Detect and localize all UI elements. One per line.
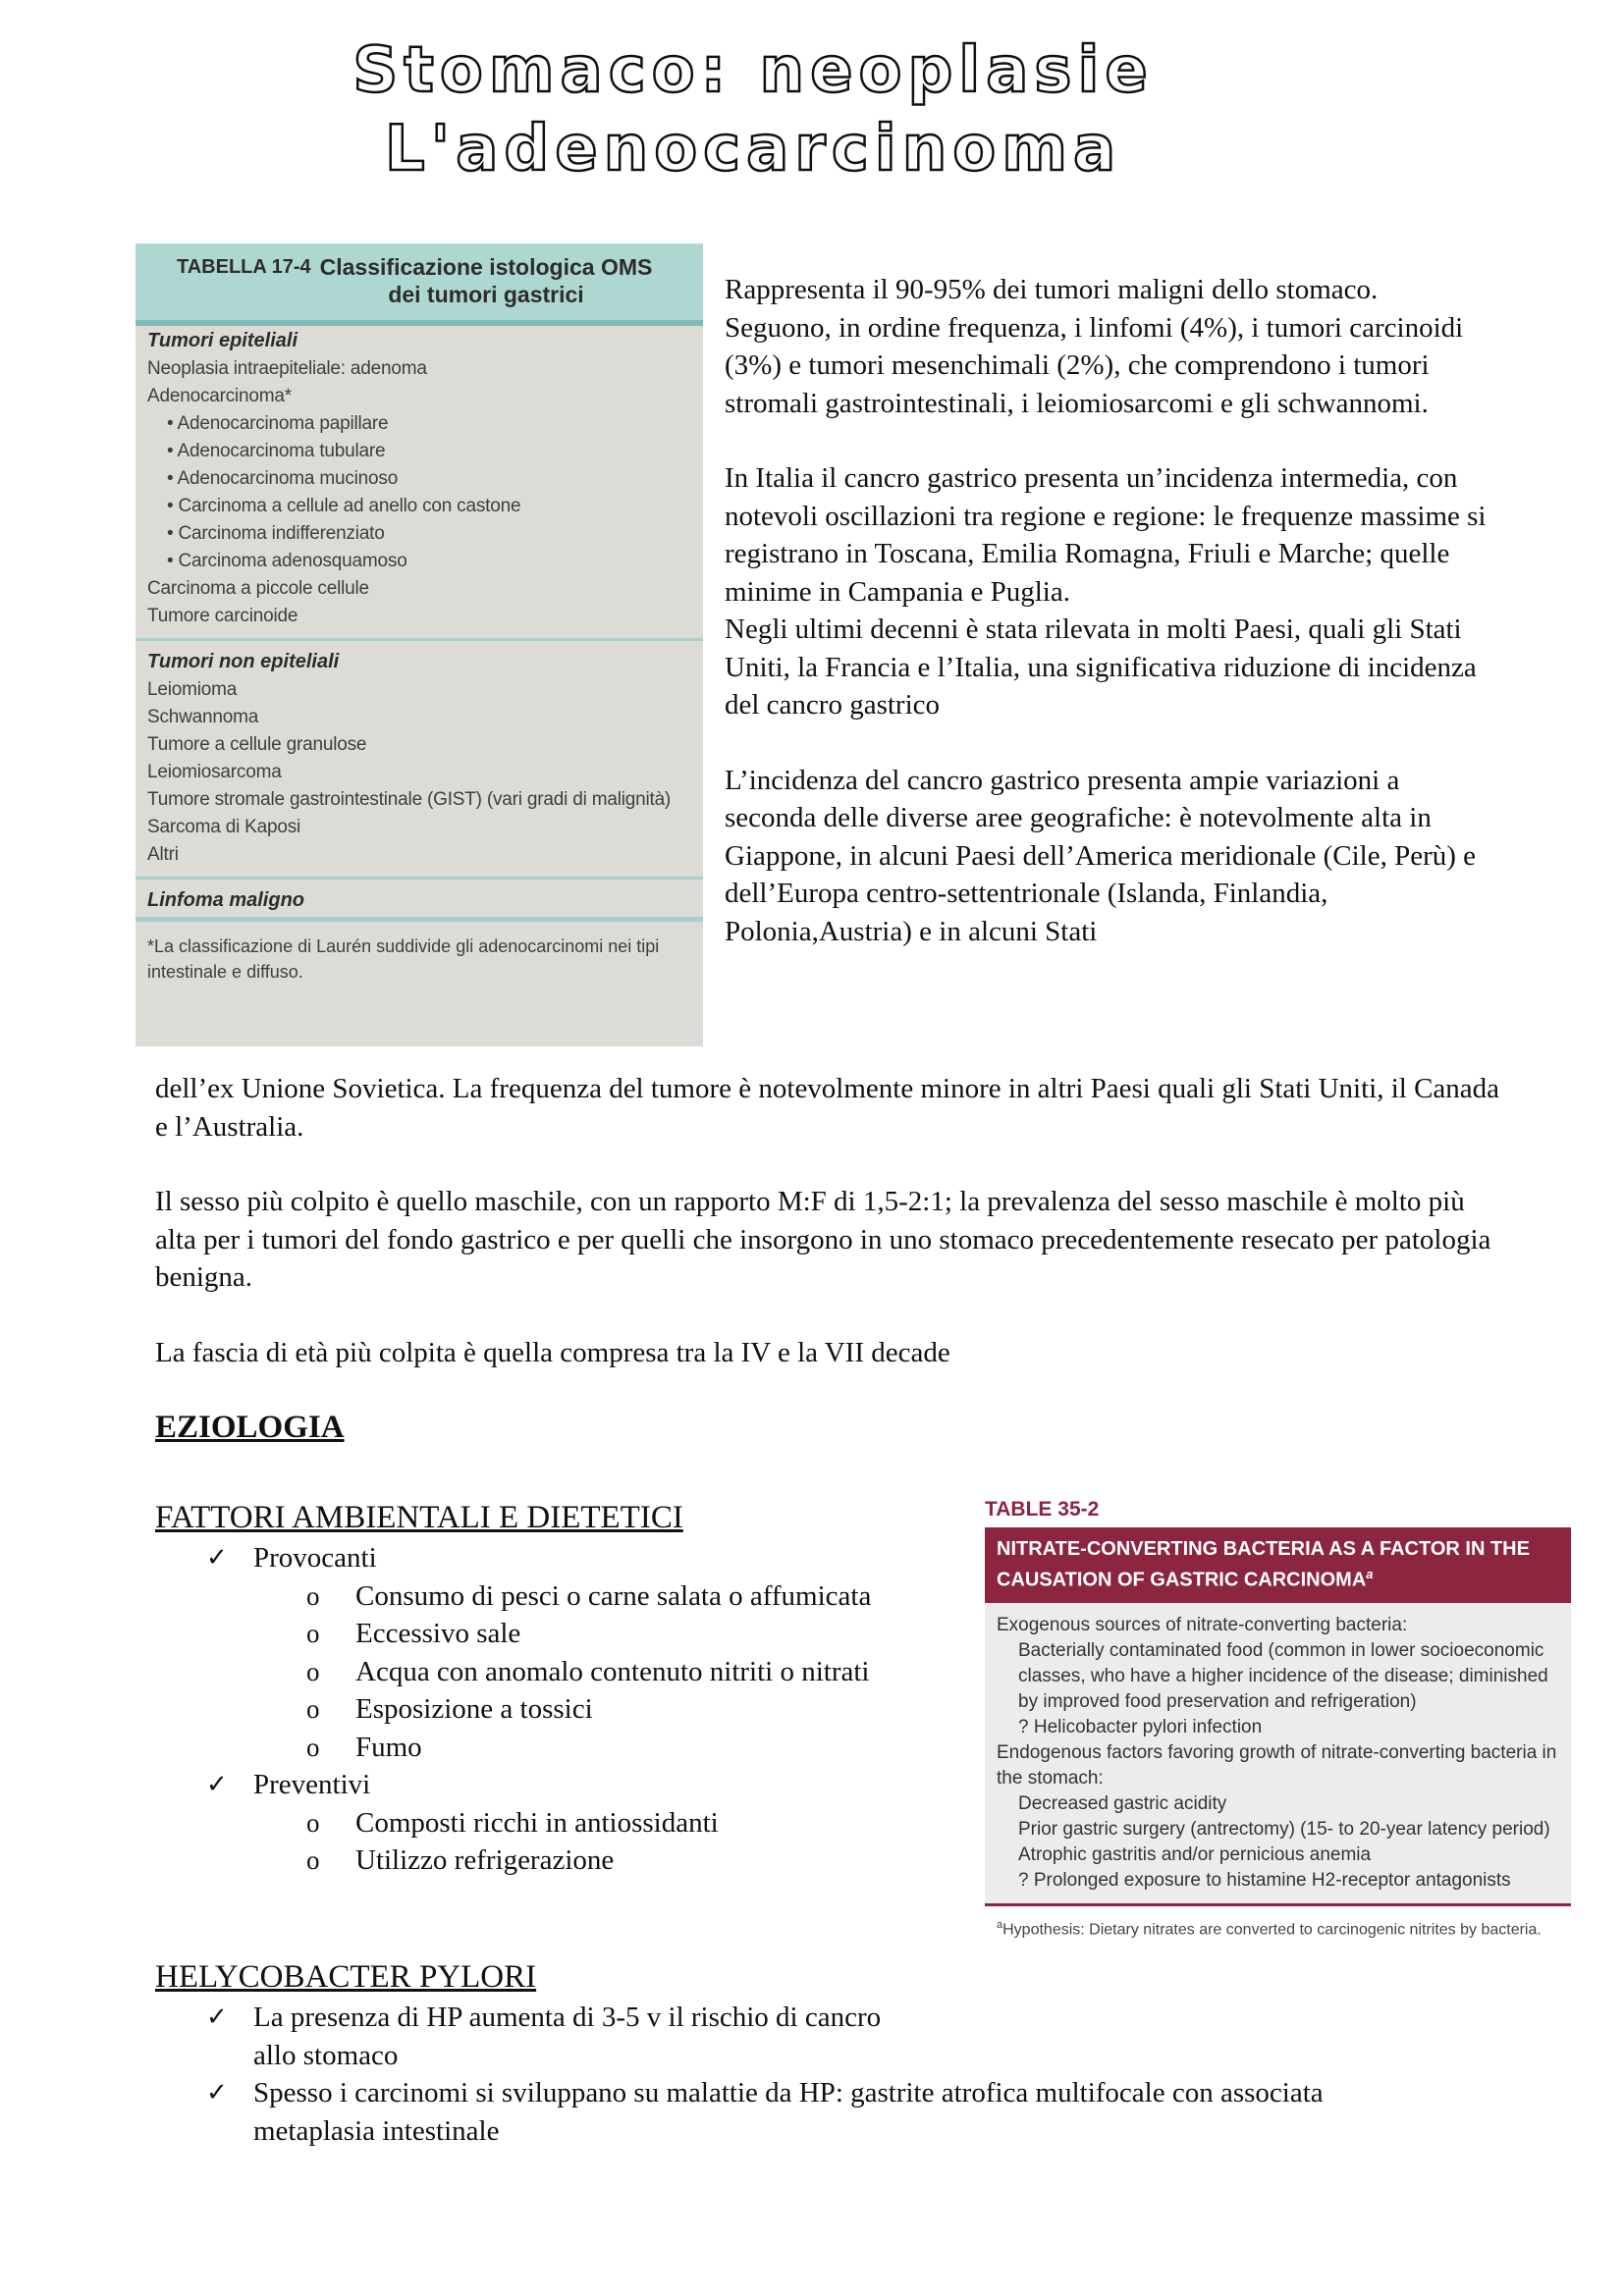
heading-eziologia: EZIOLOGIA (155, 1410, 345, 1445)
hp-item-1: ✓ La presenza di HP aumenta di 3-5 v il rischio di cancro allo stomaco (206, 1999, 884, 2074)
non-epithelial-item: Sarcoma di Kaposi (147, 817, 301, 837)
epithelial-list (135, 355, 703, 630)
title-line-1: Stomaco: neoplasie (352, 34, 1154, 107)
divider (135, 917, 703, 922)
heading-fattori: FATTORI AMBIENTALI E DIETETICI (155, 1500, 683, 1535)
oms-table-header (135, 243, 703, 320)
paragraph-italia: In Italia il cancro gastrico presenta un’incidenza intermedia, con notevoli oscillazioni tra regione e regione: le frequenze massime si registrano in Toscana, Emilia Romagna, Friuli e Marche; quelle minime in Campania e Puglia. (725, 462, 1487, 608)
provocanti-subitem: o Acqua con anomalo contenuto nitriti o nitrati (206, 1653, 992, 1691)
paragraph-sesso: Il sesso più colpito è quello maschile, con un rapporto M:F di 1,5-2:1; la prevalenza del sesso maschile è molto più alta per i tumori del fondo gastrico e per quelli che insorgono in uno stomaco precedentemente resecato per patologia benigna. (155, 1186, 1491, 1293)
non-epithelial-list (135, 676, 703, 869)
non-epithelial-item: Leiomioma (147, 679, 238, 700)
epithelial-item: • Carcinoma a cellule ad anello con castone (135, 493, 703, 520)
nitrate-bacteria-table (985, 1498, 1571, 1949)
epithelial-item: • Adenocarcinoma mucinoso (135, 465, 703, 493)
table-35-row: ? Prolonged exposure to histamine H2-receptor antagonists (1018, 1869, 1511, 1891)
title-line-2: L'adenocarcinoma (384, 113, 1122, 186)
epithelial-item: Adenocarcinoma* (147, 386, 292, 406)
epithelial-item: Tumore carcinoide (147, 606, 298, 626)
non-epithelial-item: Schwannoma (147, 707, 259, 727)
epithelial-item: Neoplasia intraepiteliale: adenoma (147, 358, 427, 379)
table-35-row: ? Helicobacter pylori infection (1018, 1716, 1263, 1737)
table-35-row: Bacterially contaminated food (common in lower socioeconomic classes, who have a higher incidence of the disease; diminished by improved food preservation and refrigeration) (1018, 1639, 1548, 1712)
paragraph-incidenza: L’incidenza del cancro gastrico presenta ampie variazioni a seconda delle diverse aree geografiche: è notevolmente alta in Giappone, in alcuni Paesi dell’America meridionale (Cile, Perù) e dell’Europa centro-settentrionale (Islanda, Finlandia, Polonia,Austria) e in alcuni Stati (725, 764, 1477, 947)
hp-list-2 (206, 2074, 1434, 2150)
list-item-provocanti: ✓ Provocanti (206, 1539, 992, 1577)
non-epithelial-item: Leiomiosarcoma (147, 762, 282, 782)
paragraph-unione-sovietica: dell’ex Unione Sovietica. La frequenza del tumore è notevolmente minore in altri Paesi quali gli Stati Uniti, il Canada e l’Australia. (155, 1073, 1500, 1143)
provocanti-subitem: o Eccessivo sale (206, 1615, 992, 1653)
non-epithelial-item: Altri (147, 844, 179, 865)
oms-table-title: Classificazione istologica OMS dei tumori gastrici (319, 254, 653, 307)
epithelial-item: Carcinoma a piccole cellule (147, 578, 369, 599)
section-tumori-epiteliali: Tumori epiteliali (147, 330, 298, 351)
oms-classification-table (135, 243, 703, 1046)
paragraph-intro: Rappresenta il 90-95% dei tumori maligni dello stomaco. Seguono, in ordine frequenza, i linfomi (4%), i tumori carcinoidi (3%) e tumori mesenchimali (2%), che comprendono i tumori stromali gastrointestinali, i leiomiosarcomi e gli schwannomi. (725, 274, 1464, 419)
table-35-body (985, 1603, 1571, 1906)
section-linfoma: Linfoma maligno (147, 889, 304, 911)
heading-hp: HELYCOBACTER PYLORI (155, 1959, 537, 1995)
hp-item-2: ✓ Spesso i carcinomi si sviluppano su malattie da HP: gastrite atrofica multifocale con associata metaplasia intestinale (206, 2074, 1434, 2150)
section-tumori-non-epiteliali: Tumori non epiteliali (147, 651, 340, 672)
provocanti-subitem: o Fumo (206, 1729, 992, 1767)
oms-table-note: *La classificazione di Laurén suddivide gli adenocarcinomi nei tipi intestinale e diffuso. (147, 936, 660, 982)
divider (135, 638, 703, 641)
intro-column (725, 271, 1490, 950)
provocanti-subitem: o Esposizione a tossici (206, 1690, 992, 1729)
fattori-list (206, 1539, 992, 1880)
hp-list-1 (206, 1999, 884, 2074)
table-35-row: Endogenous factors favoring growth of nitrate-converting bacteria in the stomach: (997, 1741, 1557, 1789)
list-item-preventivi: ✓ Preventivi (206, 1766, 992, 1804)
divider (135, 877, 703, 880)
non-epithelial-item: Tumore a cellule granulose (147, 734, 367, 755)
full-width-text (155, 1070, 1510, 1371)
epithelial-item: • Adenocarcinoma tubulare (135, 438, 703, 465)
table-35-label: TABLE 35-2 (985, 1498, 1100, 1521)
epithelial-item: • Carcinoma indifferenziato (135, 520, 703, 548)
table-35-row: Decreased gastric acidity (1018, 1792, 1227, 1814)
table-35-row: Exogenous sources of nitrate-converting bacteria: (997, 1614, 1408, 1635)
oms-table-label: TABELLA 17-4 (177, 256, 311, 278)
preventivi-subitem: o Composti ricchi in antiossidanti (206, 1804, 992, 1842)
table-35-footnote: $^a$Hypothesis: Dietary nitrates are converted to carcinogenic nitrites by bacteria. (997, 1918, 1542, 1938)
table-35-row: Prior gastric surgery (antrectomy) (15- to 20-year latency period) (1018, 1818, 1550, 1840)
footnote-marker: a (1366, 1567, 1374, 1581)
preventivi-subitem: o Utilizzo refrigerazione (206, 1842, 992, 1880)
paragraph-decenni: Negli ultimi decenni è stata rilevata in molti Paesi, quali gli Stati Uniti, la Francia e l’Italia, una significativa riduzione di incidenza del cancro gastrico (725, 614, 1477, 721)
non-epithelial-item: Tumore stromale gastrointestinale (GIST) (vari gradi di malignità) (147, 789, 672, 810)
epithelial-item: • Adenocarcinoma papillare (135, 410, 703, 438)
paragraph-eta: La fascia di età più colpita è quella compresa tra la IV e la VII decade (155, 1336, 950, 1368)
epithelial-item: • Carcinoma adenosquamoso (135, 548, 703, 575)
table-35-row: Atrophic gastritis and/or pernicious anemia (1018, 1843, 1372, 1865)
provocanti-subitem: o Consumo di pesci o carne salata o affumicata (206, 1577, 992, 1616)
table-35-title: NITRATE-CONVERTING BACTERIA AS A FACTOR IN THE CAUSATION OF GASTRIC CARCINOMA$^a$ (985, 1527, 1571, 1603)
